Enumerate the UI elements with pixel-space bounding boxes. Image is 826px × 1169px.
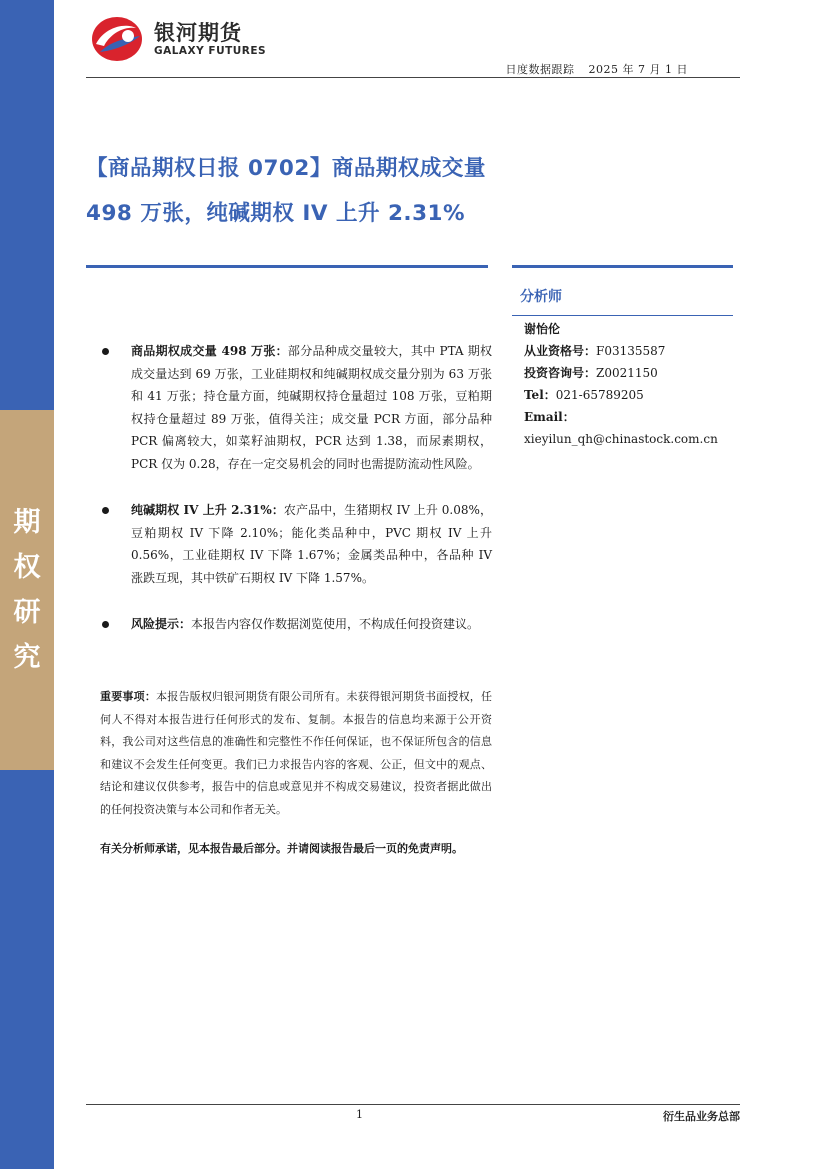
- brand-name-cn: 银河期货: [154, 21, 242, 45]
- qualification-row: [524, 340, 734, 362]
- consult-row: [524, 362, 734, 384]
- footer-divider: [86, 1104, 740, 1105]
- report-title: 【商品期权日报 0702】商品期权成交量 498 万张，纯碱期权 IV 上升 2.31%: [86, 156, 486, 226]
- tel-value: 021-65789205: [555, 388, 644, 402]
- tel-label: Tel：: [524, 388, 556, 402]
- bullet-lead: 风险提示：: [131, 617, 192, 631]
- report-type: 日度数据跟踪: [505, 63, 575, 76]
- qualification-label: 从业资格号：: [524, 344, 597, 358]
- section-tab-label: [0, 500, 54, 680]
- analyst-commitment-notice: 有关分析师承诺，见本报告最后部分。并请阅读报告最后一页的免责声明。: [100, 842, 463, 855]
- bullet-text: 本报告内容仅作数据浏览使用，不构成任何投资建议。: [191, 617, 480, 631]
- consult-value: Z0021150: [596, 366, 658, 380]
- report-date: 2025 年 7 月 1 日: [588, 63, 688, 76]
- analyst-info: [524, 318, 734, 450]
- qualification-value: F03135587: [596, 344, 666, 358]
- bullet-item: [100, 613, 492, 636]
- analyst-heading: 分析师: [520, 289, 562, 305]
- section-tab-char: 究: [13, 642, 41, 673]
- galaxy-logo-icon: [90, 14, 144, 64]
- bullet-dot-icon: [102, 621, 109, 628]
- brand-name-en: GALAXY FUTURES: [154, 45, 267, 57]
- section-tab-char: 研: [13, 597, 41, 628]
- title-divider: [86, 265, 488, 268]
- important-notice: [100, 686, 492, 821]
- analyst-top-divider: [512, 265, 733, 268]
- company-logo: [90, 14, 290, 64]
- header-divider: [86, 77, 740, 78]
- summary-bullets: [100, 340, 492, 636]
- page-number: 1: [356, 1108, 363, 1121]
- notice-text: 本报告版权归银河期货有限公司所有。未获得银河期货书面授权，任何人不得对本报告进行任何形式的发布、复制。本报告的信息均来源于公开资料，我公司对这些信息的准确性和完整性不作任何保证，也不保证所包含的信息和建议不会发生任何变更。我们已力求报告内容的客观、公正，但文中的观点、结论和建议仅供参考，报告中的信息或意见并不构成交易建议，投资者据此做出的任何投资决策与本公司和作者无关。: [100, 690, 492, 816]
- bullet-lead: 纯碱期权 IV 上升 2.31%：: [131, 503, 284, 517]
- bullet-item: [100, 340, 492, 475]
- email-label: Email：: [524, 410, 575, 424]
- bullet-item: [100, 499, 492, 589]
- consult-label: 投资咨询号：: [524, 366, 597, 380]
- bullet-dot-icon: [102, 507, 109, 514]
- bullet-lead: 商品期权成交量 498 万张：: [131, 344, 288, 358]
- section-tab-char: 权: [13, 552, 41, 583]
- analyst-heading-divider: [512, 315, 733, 316]
- notice-lead: 重要事项：: [100, 690, 157, 703]
- bullet-text: 农产品中，生猪期权 IV 上升 0.08%，豆粕期权 IV 下降 2.10%；能化类品种中，PVC 期权 IV 上升 0.56%，工业硅期权 IV 下降 1.67%；金属类品种中，各品种 IV 涨跌互现，其中铁矿石期权 IV 下降 1.57%。: [131, 503, 492, 585]
- section-tab-char: 期: [13, 507, 41, 538]
- bullet-text: 部分品种成交量较大，其中 PTA 期权成交量达到 69 万张，工业硅期权和纯碱期权成交量分别为 63 万张和 41 万张；持仓量方面，纯碱期权持仓量超过 108 万张，豆粕期权持仓量超过 89 万张，值得关注；成交量 PCR 方面，部分品种 PCR 偏离较大，如菜籽油期权，PCR 达到 1.38，而尿素期权，PCR 仅为 0.28，存在一定交易机会的同时也需提防流动性风险。: [131, 344, 492, 471]
- analyst-name: 谢怡伦: [524, 322, 561, 336]
- email-value[interactable]: xieyilun_qh@chinastock.com.cn: [524, 432, 718, 446]
- header-meta: [506, 61, 688, 77]
- bullet-dot-icon: [102, 348, 109, 355]
- department-name: 衍生品业务总部: [663, 1110, 740, 1123]
- tel-row: [524, 384, 734, 406]
